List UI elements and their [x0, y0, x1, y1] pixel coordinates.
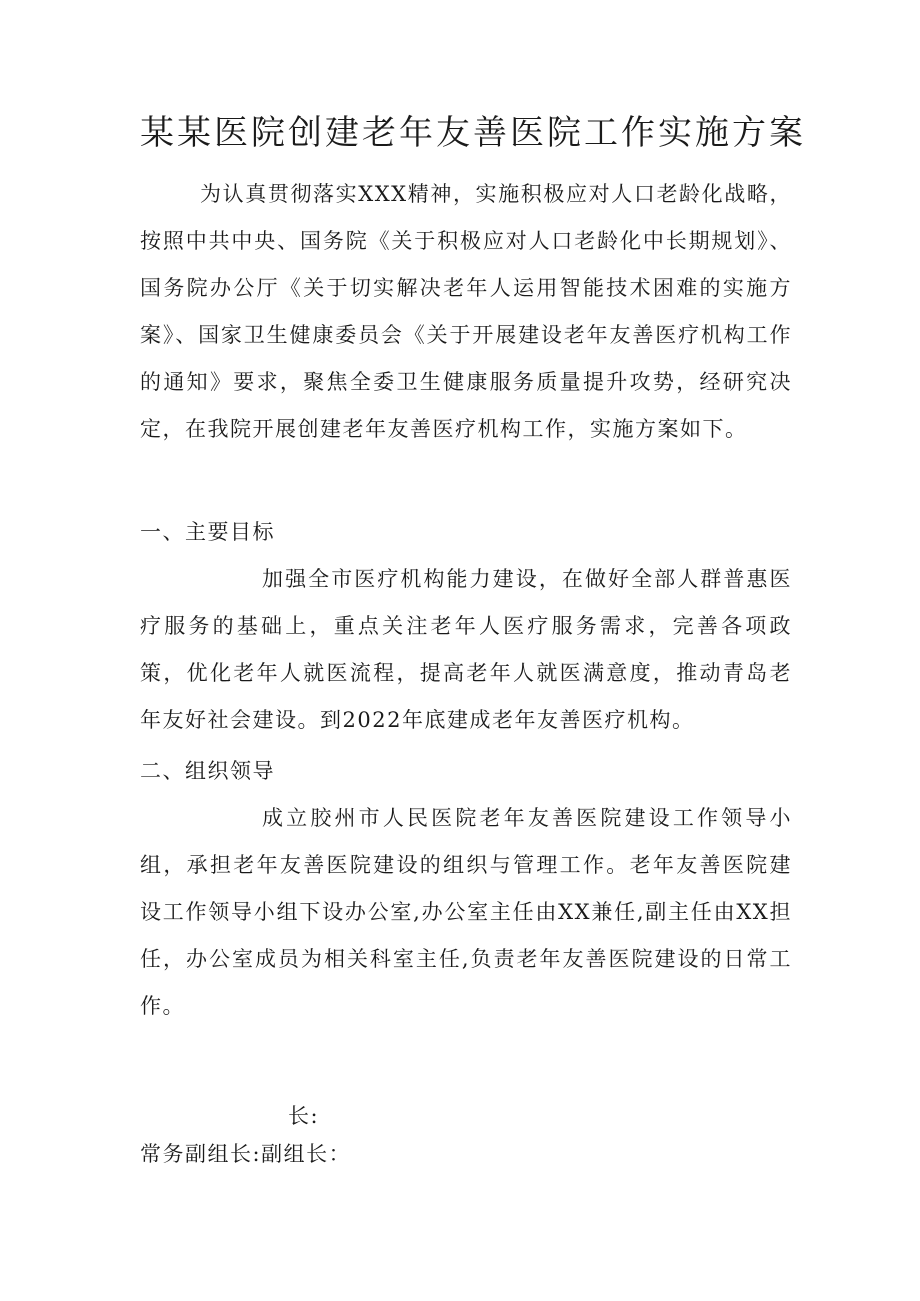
document-title: 某某医院创建老年友善医院工作实施方案 [140, 113, 806, 153]
leader-zhang-label: 长: [288, 1104, 320, 1128]
leader-deputy-label: 常务副组长:副组长： [140, 1142, 352, 1166]
section-heading-goals: 一、主要目标 [140, 520, 275, 544]
section-body-goals: 加强全市医疗机构能力建设，在做好全部人群普惠医疗服务的基础上，重点关注老年人医疗服务需求，完善各项政策，优化老年人就医流程，提高老年人就医满意度，推动青岛老年友好社会建设。到2022年底建成老年友善医疗机构。 [140, 567, 792, 732]
section-heading-organization: 二、组织领导 [140, 759, 275, 783]
section-body-organization: 成立胶州市人民医院老年友善医院建设工作领导小组，承担老年友善医院建设的组织与管理工作。老年友善医院建设工作领导小组下设办公室,办公室主任由XX兼任,副主任由XX担任，办公室成员为相关科室主任,负责老年友善医院建设的日常工作。 [140, 806, 792, 1018]
intro-paragraph: 为认真贯彻落实XXX精神，实施积极应对人口老龄化战略，按照中共中央、国务院《关于积极应对人口老龄化中长期规划》、国务院办公厅《关于切实解决老年人运用智能技术困难的实施方案》、国家卫生健康委员会《关于开展建设老年友善医疗机构工作的通知》要求，聚焦全委卫生健康服务质量提升攻势，经研究决定，在我院开展创建老年友善医疗机构工作，实施方案如下。 [140, 182, 792, 441]
